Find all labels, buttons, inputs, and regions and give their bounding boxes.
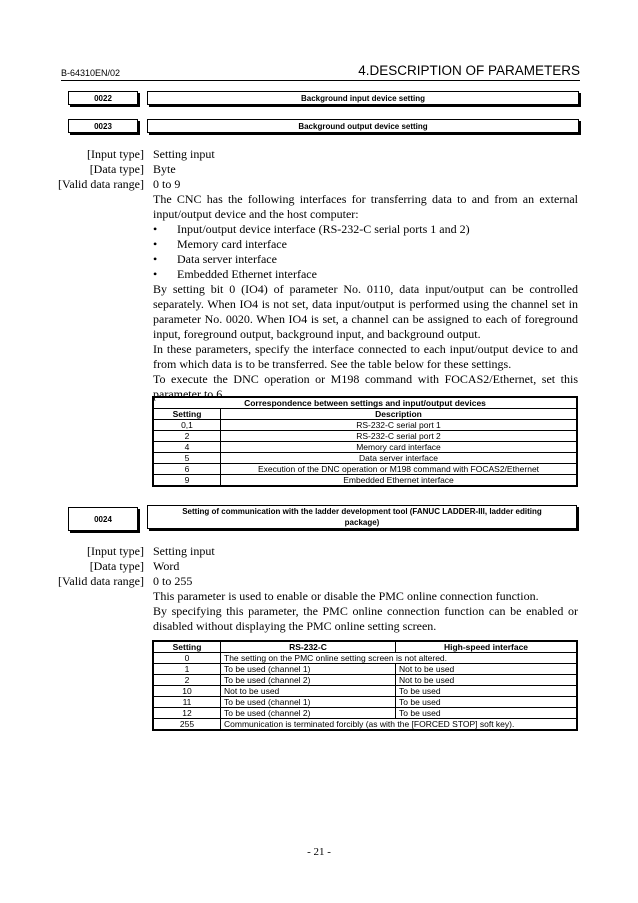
intro-paragraph: The CNC has the following interfaces for transferring data to and from an external input/output device and the host computer: <box>153 192 578 221</box>
description-block-1 <box>153 192 578 402</box>
interface-list <box>153 222 578 282</box>
param-name-0023: Background output device setting <box>147 119 579 133</box>
setting-cell: 0,1 <box>153 420 221 431</box>
valid-range-value: 0 to 9 <box>153 177 181 191</box>
merged-cell: Communication is terminated forcibly (as with the [FORCED STOP] soft key). <box>221 719 578 731</box>
table-row <box>153 675 577 686</box>
description-cell: Embedded Ethernet interface <box>221 475 578 487</box>
param-number-0023: 0023 <box>68 119 138 133</box>
table-row <box>153 664 577 675</box>
col-rs232c: RS-232-C <box>221 641 396 653</box>
setting-cell: 9 <box>153 475 221 487</box>
io4-paragraph: By setting bit 0 (IO4) of parameter No. 0110, data input/output can be controlled separately. When IO4 is not set, data input/output is performed using the channel set in parameter No. 0020. When IO4 is set, a channel can be assigned to each of foreground input, foreground output, background input, and background output. <box>153 282 578 341</box>
valid-range-label: [Valid data range] <box>58 177 144 191</box>
description-cell: Execution of the DNC operation or M198 command with FOCAS2/Ethernet <box>221 464 578 475</box>
table-row <box>153 719 577 731</box>
table-caption: Correspondence between settings and input/output devices <box>153 397 577 409</box>
data-type-value: Byte <box>153 162 176 176</box>
highspeed-cell: To be used <box>396 686 578 697</box>
pmc-paragraph-1: This parameter is used to enable or disable the PMC online connection function. <box>153 589 539 603</box>
pmc-settings-table <box>152 640 578 731</box>
rs232c-cell: To be used (channel 1) <box>221 697 396 708</box>
valid-range-value: 0 to 255 <box>153 574 193 588</box>
table-row <box>153 475 577 487</box>
highspeed-cell: Not to be used <box>396 664 578 675</box>
highspeed-cell: To be used <box>396 708 578 719</box>
list-item: • Input/output device interface (RS-232-C serial ports 1 and 2) <box>153 222 578 237</box>
list-item: • Embedded Ethernet interface <box>153 267 578 282</box>
setting-cell: 0 <box>153 653 221 664</box>
settings-table <box>152 396 578 487</box>
setting-cell: 5 <box>153 453 221 464</box>
dnc-paragraph: To execute the DNC operation or M198 command with FOCAS2/Ethernet, set this parameter to 6. <box>153 372 578 401</box>
input-type-label: [Input type] <box>87 544 144 558</box>
param-number-0024: 0024 <box>68 507 138 531</box>
section-title: 4.DESCRIPTION OF PARAMETERS <box>358 63 580 78</box>
input-type-value: Setting input <box>153 544 215 558</box>
highspeed-cell: To be used <box>396 697 578 708</box>
description-cell: RS-232-C serial port 2 <box>221 431 578 442</box>
table-row <box>153 453 577 464</box>
table-row <box>153 464 577 475</box>
description-cell: Data server interface <box>221 453 578 464</box>
col-highspeed: High-speed interface <box>396 641 578 653</box>
setting-cell: 2 <box>153 675 221 686</box>
table-row <box>153 697 577 708</box>
setting-cell: 1 <box>153 664 221 675</box>
page-number: - 21 - <box>307 846 331 858</box>
interface-paragraph: In these parameters, specify the interface connected to each input/output device to and from which data is to be transferred. See the table below for these settings. <box>153 342 578 371</box>
description-block-2 <box>153 589 578 634</box>
table-row <box>153 431 577 442</box>
input-type-value: Setting input <box>153 147 215 161</box>
col-description: Description <box>221 409 578 420</box>
document-id: B-64310EN/02 <box>61 68 121 78</box>
rs232c-cell: To be used (channel 2) <box>221 708 396 719</box>
table-row <box>153 686 577 697</box>
list-item: • Memory card interface <box>153 237 578 252</box>
setting-cell: 11 <box>153 697 221 708</box>
table-row <box>153 442 577 453</box>
list-item: • Data server interface <box>153 252 578 267</box>
data-type-label: [Data type] <box>89 162 144 176</box>
description-cell: RS-232-C serial port 1 <box>221 420 578 431</box>
setting-cell: 6 <box>153 464 221 475</box>
data-type-value: Word <box>153 559 180 573</box>
col-setting: Setting <box>153 641 221 653</box>
param-number-0022: 0022 <box>68 91 138 105</box>
merged-cell: The setting on the PMC online setting screen is not altered. <box>221 653 578 664</box>
valid-range-label: [Valid data range] <box>58 574 144 588</box>
setting-cell: 4 <box>153 442 221 453</box>
table-row <box>153 653 577 664</box>
setting-cell: 10 <box>153 686 221 697</box>
table-row <box>153 420 577 431</box>
header-rule <box>61 80 580 81</box>
input-type-label: [Input type] <box>87 147 144 161</box>
table-row <box>153 708 577 719</box>
setting-cell: 12 <box>153 708 221 719</box>
rs232c-cell: Not to be used <box>221 686 396 697</box>
setting-cell: 255 <box>153 719 221 731</box>
param-name-0022: Background input device setting <box>147 91 579 105</box>
rs232c-cell: To be used (channel 2) <box>221 675 396 686</box>
description-cell: Memory card interface <box>221 442 578 453</box>
rs232c-cell: To be used (channel 1) <box>221 664 396 675</box>
highspeed-cell: Not to be used <box>396 675 578 686</box>
col-setting: Setting <box>153 409 221 420</box>
param-name-0024: Setting of communication with the ladder development tool (FANUC LADDER-III, ladder editing package) <box>147 505 577 529</box>
pmc-paragraph-2: By specifying this parameter, the PMC online connection function can be enabled or disabled without displaying the PMC online setting screen. <box>153 604 578 633</box>
data-type-label: [Data type] <box>89 559 144 573</box>
setting-cell: 2 <box>153 431 221 442</box>
